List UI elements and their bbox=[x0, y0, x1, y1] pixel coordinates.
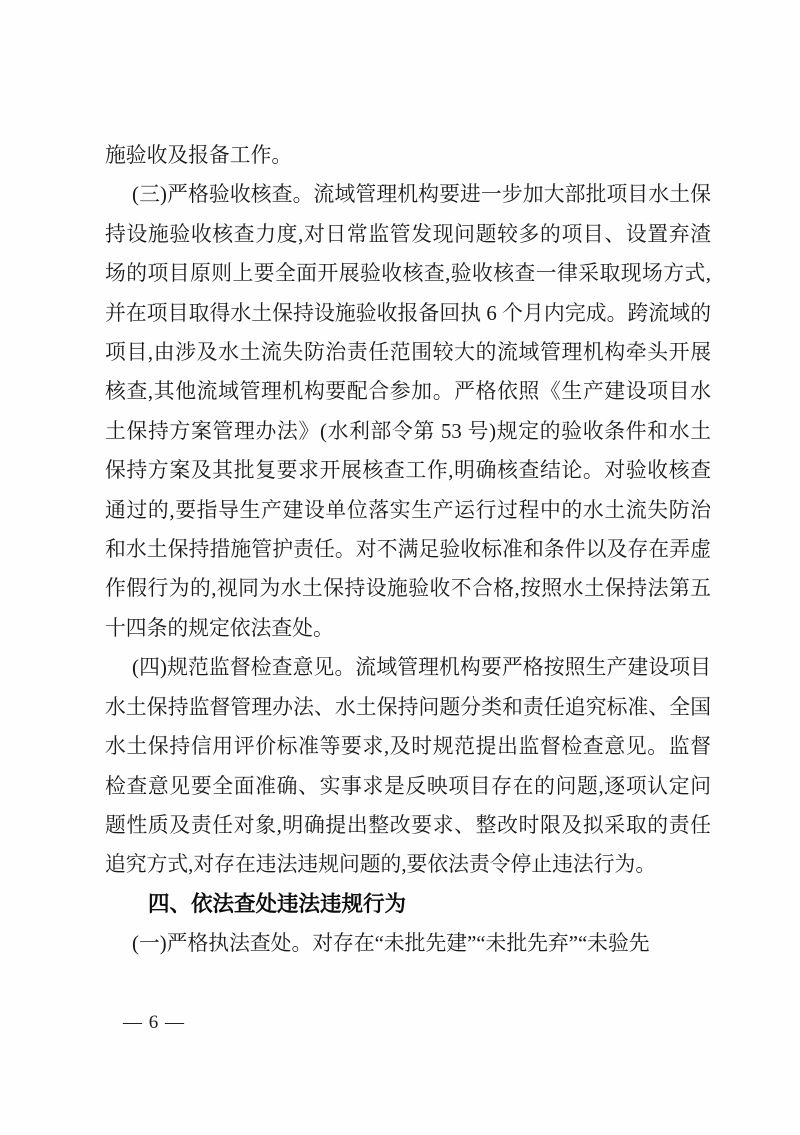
document-body bbox=[105, 136, 711, 964]
section-heading-part-four: 四、依法查处违法违规行为 bbox=[148, 891, 407, 916]
page-number: — 6 — bbox=[123, 1012, 185, 1033]
paragraph-continuation: 施验收及报备工作。 bbox=[105, 144, 293, 167]
paragraph-section-three: (三)严格验收核查。流域管理机构要进一步加大部批项目水土保持设施验收核查力度,对日常监管发现问题较多的项目、设置弃渣场的项目原则上要全面开展验收核查,验收核查一律采取现场方式,并在项目取得水土保持设施验收报备回执 6 个月内完成。跨流域的项目,由涉及水土流失防治责任范围较大的流域管理机构牵头开展核查,其他流域管理机构要配合参加。严格依照《生产建设项目水土保持方案管理办法》(水利部令第 53 号)规定的验收条件和水土保持方案及其批复要求开展核查工作,明确核查结论。对验收核查通过的,要指导生产建设单位落实生产运行过程中的水土流失防治和水土保持措施管护责任。对不满足验收标准和条件以及存在弄虚作假行为的,视同为水土保持设施验收不合格,按照水土保持法第五十四条的规定依法查处。 bbox=[105, 183, 711, 640]
paragraph-section-one-truncated: (一)严格执法查处。对存在“未批先建”“未批先弃”“未验先 bbox=[132, 932, 650, 956]
paragraph-section-four: (四)规范监督检查意见。流域管理机构要严格按照生产建设项目水土保持监督管理办法、水土保持问题分类和责任追究标准、全国水土保持信用评价标准等要求,及时规范提出监督检查意见。监督检查意见要全面准确、实事求是反映项目存在的问题,逐项认定问题性质及责任对象,明确提出整改要求、整改时限及拟采取的责任追究方式,对存在违法违规问题的,要依法责令停止违法行为。 bbox=[105, 656, 711, 877]
